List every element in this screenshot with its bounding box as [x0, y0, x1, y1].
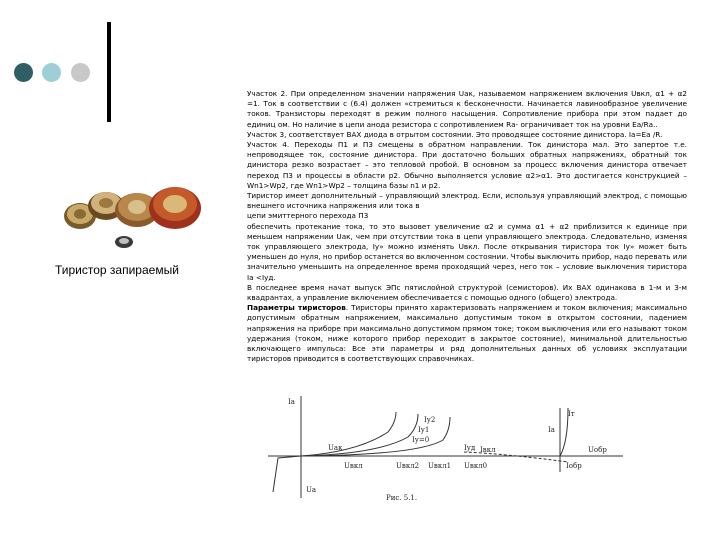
- paragraph: [247, 303, 687, 364]
- paragraph: [247, 130, 687, 140]
- label-ia-left: Iа: [288, 398, 295, 406]
- label-iy1: Iу1: [418, 426, 430, 434]
- paragraph-text: . Тиристоры принято характеризовать напряжением и током включения; максимально допустимым обратным напряжением, максимально допустимым током в открытом состоянии, падением напряжения на приборе при максимально допустимом прямом токе; током выключения или его называют током удержания (током, ниже которого прибор переходит в закрытое состояние), минимальной длительностью включающего импульса: Все эти параметры и ряд дополнительных данных об условиях эксплуатации тиристоров приводится в соответствующих справочниках.: [247, 303, 687, 364]
- curve-iy2: [301, 412, 396, 456]
- paragraph: [247, 283, 687, 303]
- paragraph-text: Участок 4. Переходы П1 и П3 смещены в обратном направлении. Ток динистора мал. Это запертое т.е. непроводящее ток, состояние динистора. При достаточно больших обратных напряжениях, обратный ток динистора резко возрастает – это тепловой пробой. В основном за процесс включения динистора отвечает переход П3 и процессы в области р2. Обычно выполняется условие α2>α1. Это достигается конструкцией – Wn1>Wp2, где Wn1>Wp2 – толщина базы n1 и р2.: [247, 140, 687, 190]
- thyristor-vac-figure: [268, 392, 623, 504]
- paragraph: [247, 89, 687, 130]
- thyristor-photo: [62, 170, 202, 260]
- label-uak: Uак: [328, 444, 343, 452]
- vertical-divider-line: [107, 22, 111, 122]
- curve-iy1: [301, 414, 418, 456]
- main-text-block: [247, 89, 687, 364]
- light-teal-dot: [42, 63, 61, 82]
- paragraph: [247, 211, 687, 221]
- curve-right: [560, 408, 568, 456]
- paragraph-text: Тиристор имеет дополнительный – управляющий электрод. Если, используя управляющий электрод, с помощью внешнего источника напряжения или тока в: [247, 191, 687, 211]
- label-ubkl1: Uвкл1: [428, 462, 452, 470]
- label-iy2: Iу2: [424, 416, 436, 424]
- dark-teal-dot: [14, 63, 33, 82]
- label-ua-neg: Uа: [306, 486, 317, 494]
- paragraph-bold-lead: Параметры тиристоров: [247, 303, 346, 313]
- paragraph-text: обеспечить протекание тока, то это вызовет увеличение α2 и сумма α1 + α2 приблизится к единице при меньшем напряжении Uак, чем при отсутствии тока в цепи управляющего электрода. Следовательно, изменяя ток управляющего электрода, Iу» можно изменять Uвкл. После открывания тиристора ток Iу» может быть уменьшен до нуля, но прибор останется во включенном состоянии. Чтобы выключить прибор, надо перевать или значительно уменьшить на определенное время проходящий через, него ток – условие выключения тиристора Iа <Iуд.: [247, 221, 687, 282]
- paragraph-text: Участок 3, соответствует ВАХ диода в отрытом состоянии. Это проводящее состояние динистора. Iа=Eа /R.: [247, 129, 663, 139]
- paragraph: [247, 191, 687, 211]
- gray-dot: [71, 63, 90, 82]
- paragraph-text: В последнее время начат выпуск ЭПс пятислойной структурой (семисторов). Их ВАХ одинакова в 1-м и 3-м квадрантах, а управление включением обеспечивается с помощью одного (общего) электрода.: [247, 282, 687, 303]
- paragraph: [247, 222, 687, 283]
- label-uobr: Uобр: [588, 446, 607, 454]
- paragraph: [247, 140, 687, 191]
- label-ubkl2: Uвкл2: [396, 462, 420, 470]
- paragraph-text: Участок 2. При определенном значении напряжения Uак, называемом напряжением включения Uвкл, α1 + α2 =1. Ток в соответствии с (6.4) должен «стремиться к бесконечности. Начинается лавинообразное увеличение токов. Транзисторы переходят в режим полного насыщения. Сопротивление прибора при этом падает до единиц ом. Но наличие в цепи анода резистора с сопротивлением Rа- ограничивает ток на уровни Eа/Rа..: [247, 89, 687, 129]
- label-i-top: Iт: [568, 410, 575, 418]
- label-iobr: Iобр: [566, 462, 582, 470]
- label-iyd: Iуд: [464, 444, 476, 452]
- figure-caption: Рис. 5.1.: [386, 494, 418, 502]
- label-iy0: Iу=0: [412, 436, 430, 444]
- label-ia-right: Iа: [548, 426, 555, 434]
- label-ibkl: Iвкл: [480, 446, 496, 454]
- paragraph-text: цепи эмиттерного перехода П3: [247, 211, 369, 221]
- curve-reverse: [273, 456, 301, 492]
- label-ubkl: Uвкл: [344, 462, 363, 470]
- label-ubkl0: Uвкл0: [464, 462, 488, 470]
- photo-caption: Тиристор запираемый: [55, 263, 179, 277]
